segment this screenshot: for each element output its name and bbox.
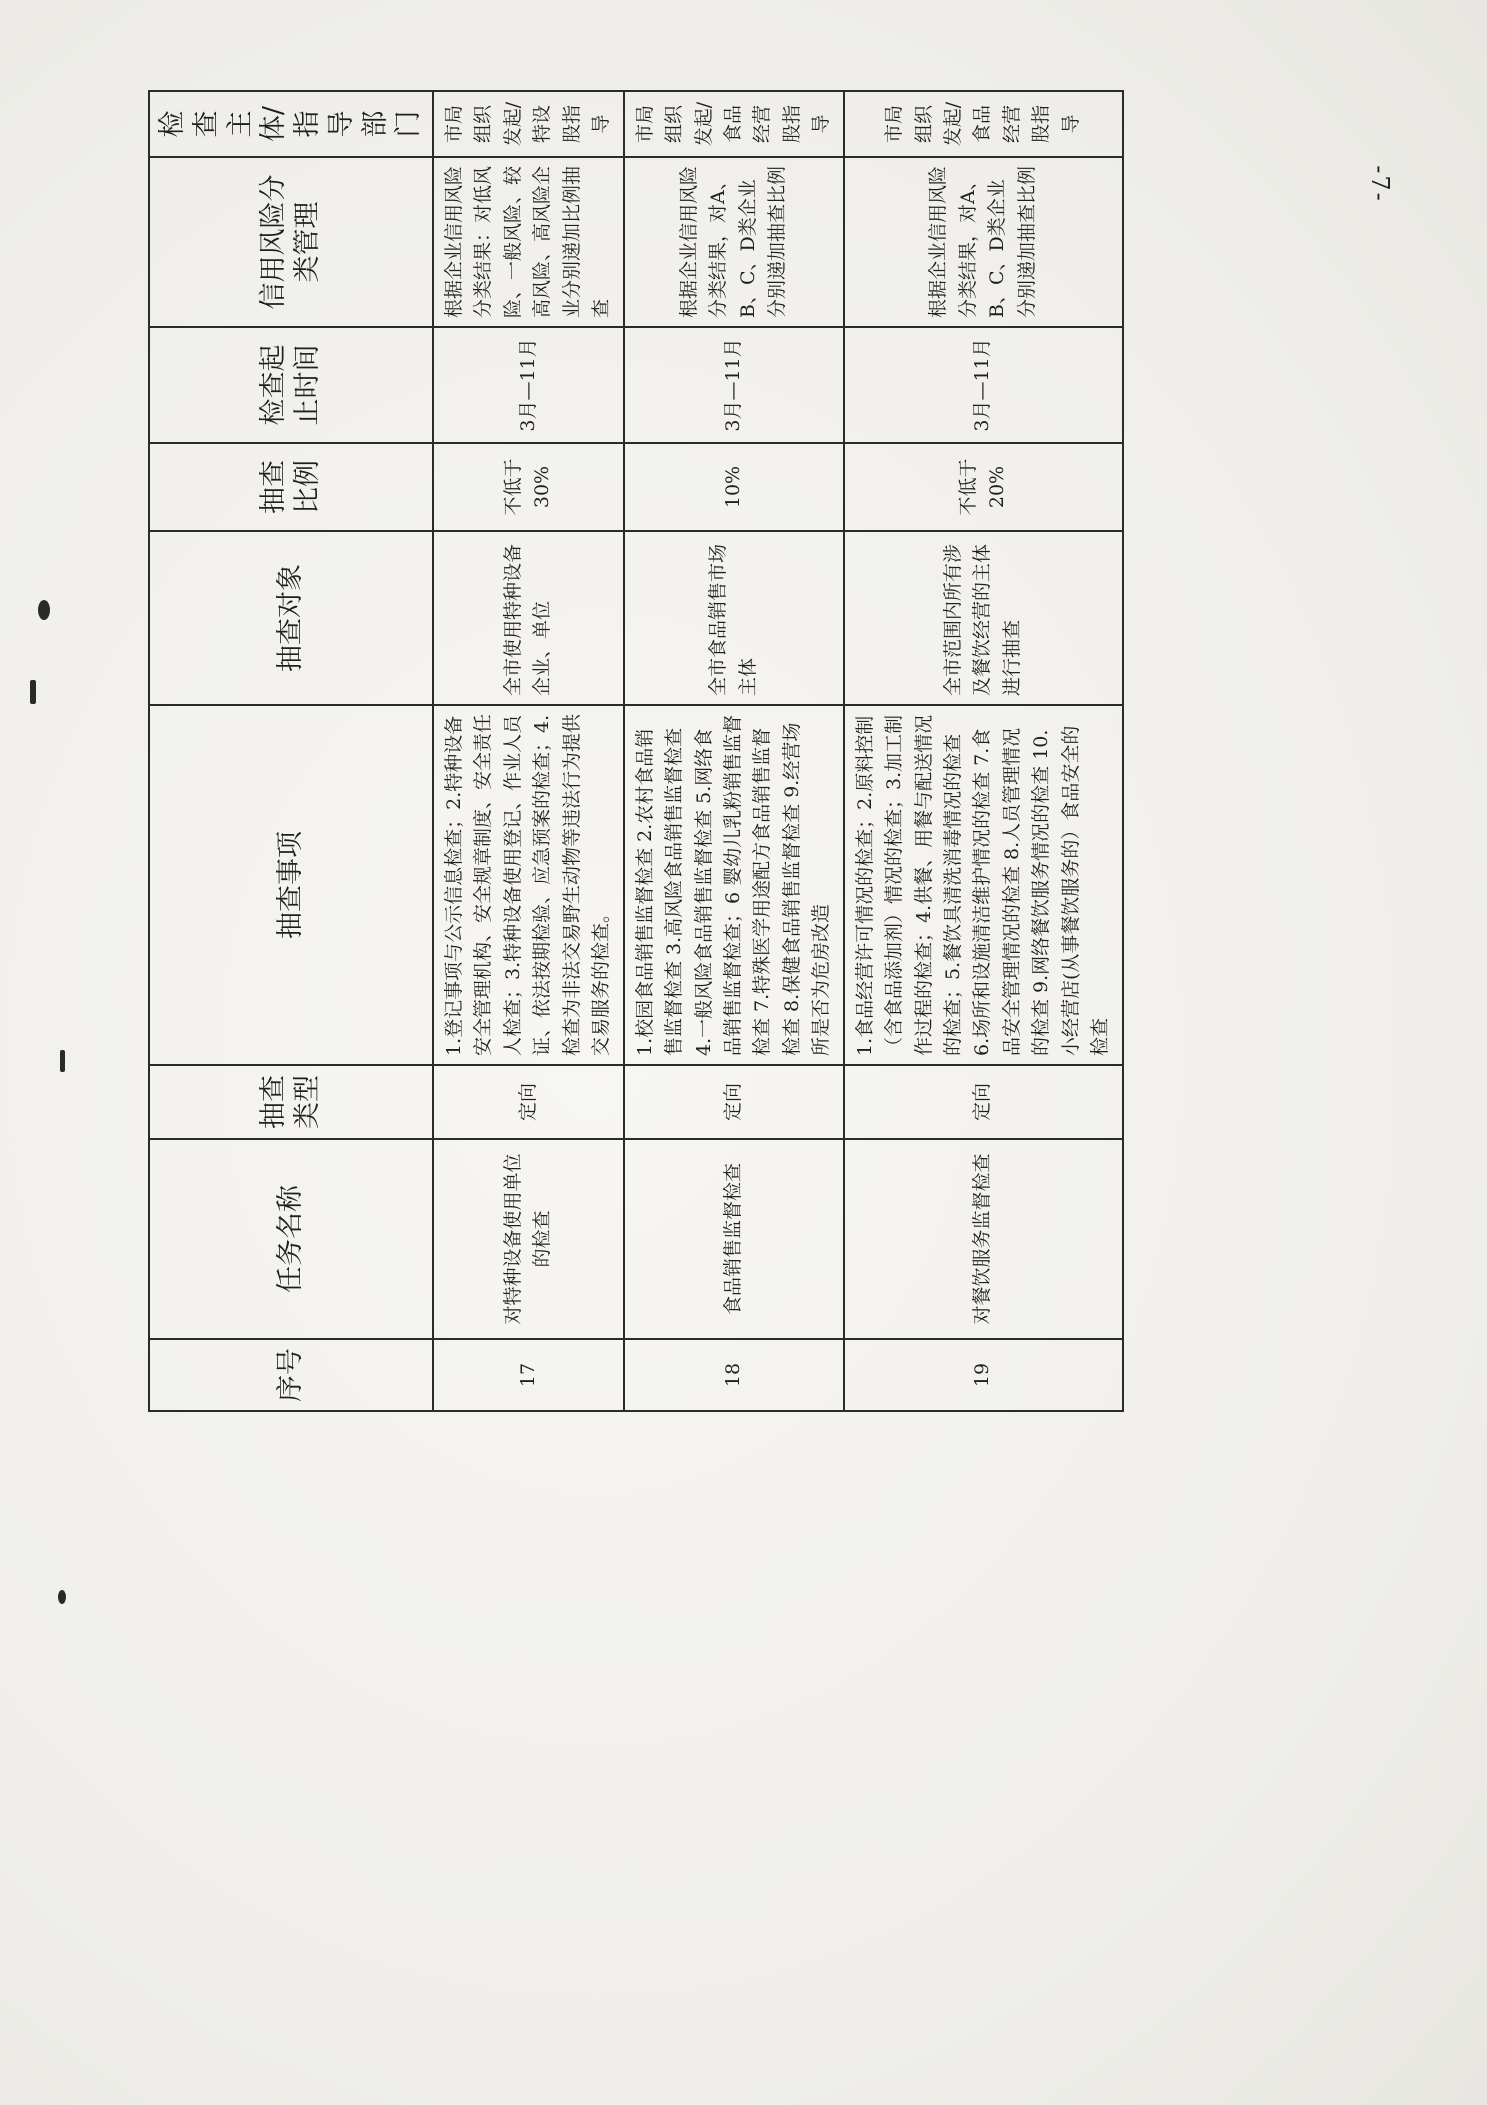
- header-ratio: 抽查比例: [149, 443, 433, 531]
- cell-items: 1.登记事项与公示信息检查；2.特种设备安全管理机构、安全规章制度、安全责任人检查；3.特种设备使用登记、作业人员证、依法按期检验、应急预案的检查；4.检查为非法交易野生动物等违法行为提供交易服务的检查。: [433, 705, 624, 1065]
- cell-ratio: 不低于20%: [844, 443, 1123, 531]
- scan-speck: [38, 600, 50, 620]
- cell-ratio: 10%: [624, 443, 844, 531]
- cell-period: 3月—11月: [624, 327, 844, 443]
- cell-ratio: 不低于30%: [433, 443, 624, 531]
- header-dept: 检查主体/指导部门: [149, 91, 433, 157]
- header-check-type: 抽查类型: [149, 1065, 433, 1139]
- table-row: [624, 91, 844, 1411]
- cell-check-type: 定向: [844, 1065, 1123, 1139]
- header-period: 检查起止时间: [149, 327, 433, 443]
- cell-risk: 根据企业信用风险分类结果，对A、B、C、D类企业分别递加抽查比例: [624, 157, 844, 327]
- table-row: [844, 91, 1123, 1411]
- cell-index: 18: [624, 1339, 844, 1411]
- scan-speck: [30, 680, 36, 704]
- cell-period: 3月—11月: [433, 327, 624, 443]
- scan-speck: [60, 1050, 65, 1072]
- table-row: [433, 91, 624, 1411]
- scan-speck: [58, 1590, 66, 1604]
- cell-index: 19: [844, 1339, 1123, 1411]
- cell-risk: 根据企业信用风险分类结果，对A、B、C、D类企业分别递加抽查比例: [844, 157, 1123, 327]
- cell-task-name: 对餐饮服务监督检查: [844, 1139, 1123, 1339]
- cell-dept: 市局组织发起/食品经营股指导: [624, 91, 844, 157]
- cell-dept: 市局组织发起/食品经营股指导: [844, 91, 1123, 157]
- cell-target: 全市食品销售市场主体: [624, 531, 844, 705]
- cell-risk: 根据企业信用风险分类结果：对低风险、一般风险、较高风险、高风险企业分别递加比例抽查: [433, 157, 624, 327]
- cell-task-name: 食品销售监督检查: [624, 1139, 844, 1339]
- header-row: [149, 91, 433, 1411]
- header-items: 抽查事项: [149, 705, 433, 1065]
- cell-items: 1.校园食品销售监督检查 2.农村食品销售监督检查 3.高风险食品销售监督检查 4.一般风险食品销售监督检查 5.网络食品销售监督检查；6 婴幼儿乳粉销售监督检查 7.特殊医学用途配方食品销售监督检查 8.保健食品销售监督检查 9.经营场所是否为危房改造: [624, 705, 844, 1065]
- rotated-table-container: [148, 92, 1112, 1412]
- header-task-name: 任务名称: [149, 1139, 433, 1339]
- header-target: 抽查对象: [149, 531, 433, 705]
- cell-check-type: 定向: [624, 1065, 844, 1139]
- cell-check-type: 定向: [433, 1065, 624, 1139]
- cell-task-name: 对特种设备使用单位的检查: [433, 1139, 624, 1339]
- cell-items: 1.食品经营许可情况的检查；2.原料控制（含食品添加剂）情况的检查；3.加工制作过程的检查；4.供餐、用餐与配送情况的检查；5.餐饮具清洗消毒情况的检查 6.场所和设施清洁维护情况的检查 7.食品安全管理情况的检查 8.人员管理情况的检查 9.网络餐饮服务情况的检查 10.小经营店(从事餐饮服务的）食品安全的检查: [844, 705, 1123, 1065]
- cell-target: 全市范围内所有涉及餐饮经营的主体进行抽查: [844, 531, 1123, 705]
- header-index: 序号: [149, 1339, 433, 1411]
- cell-index: 17: [433, 1339, 624, 1411]
- cell-period: 3月—11月: [844, 327, 1123, 443]
- cell-target: 全市使用特种设备企业、单位: [433, 531, 624, 705]
- page-number: -7-: [1366, 165, 1394, 203]
- inspection-table: [148, 90, 1124, 1412]
- cell-dept: 市局组织发起/特设股指导: [433, 91, 624, 157]
- header-risk: 信用风险分类管理: [149, 157, 433, 327]
